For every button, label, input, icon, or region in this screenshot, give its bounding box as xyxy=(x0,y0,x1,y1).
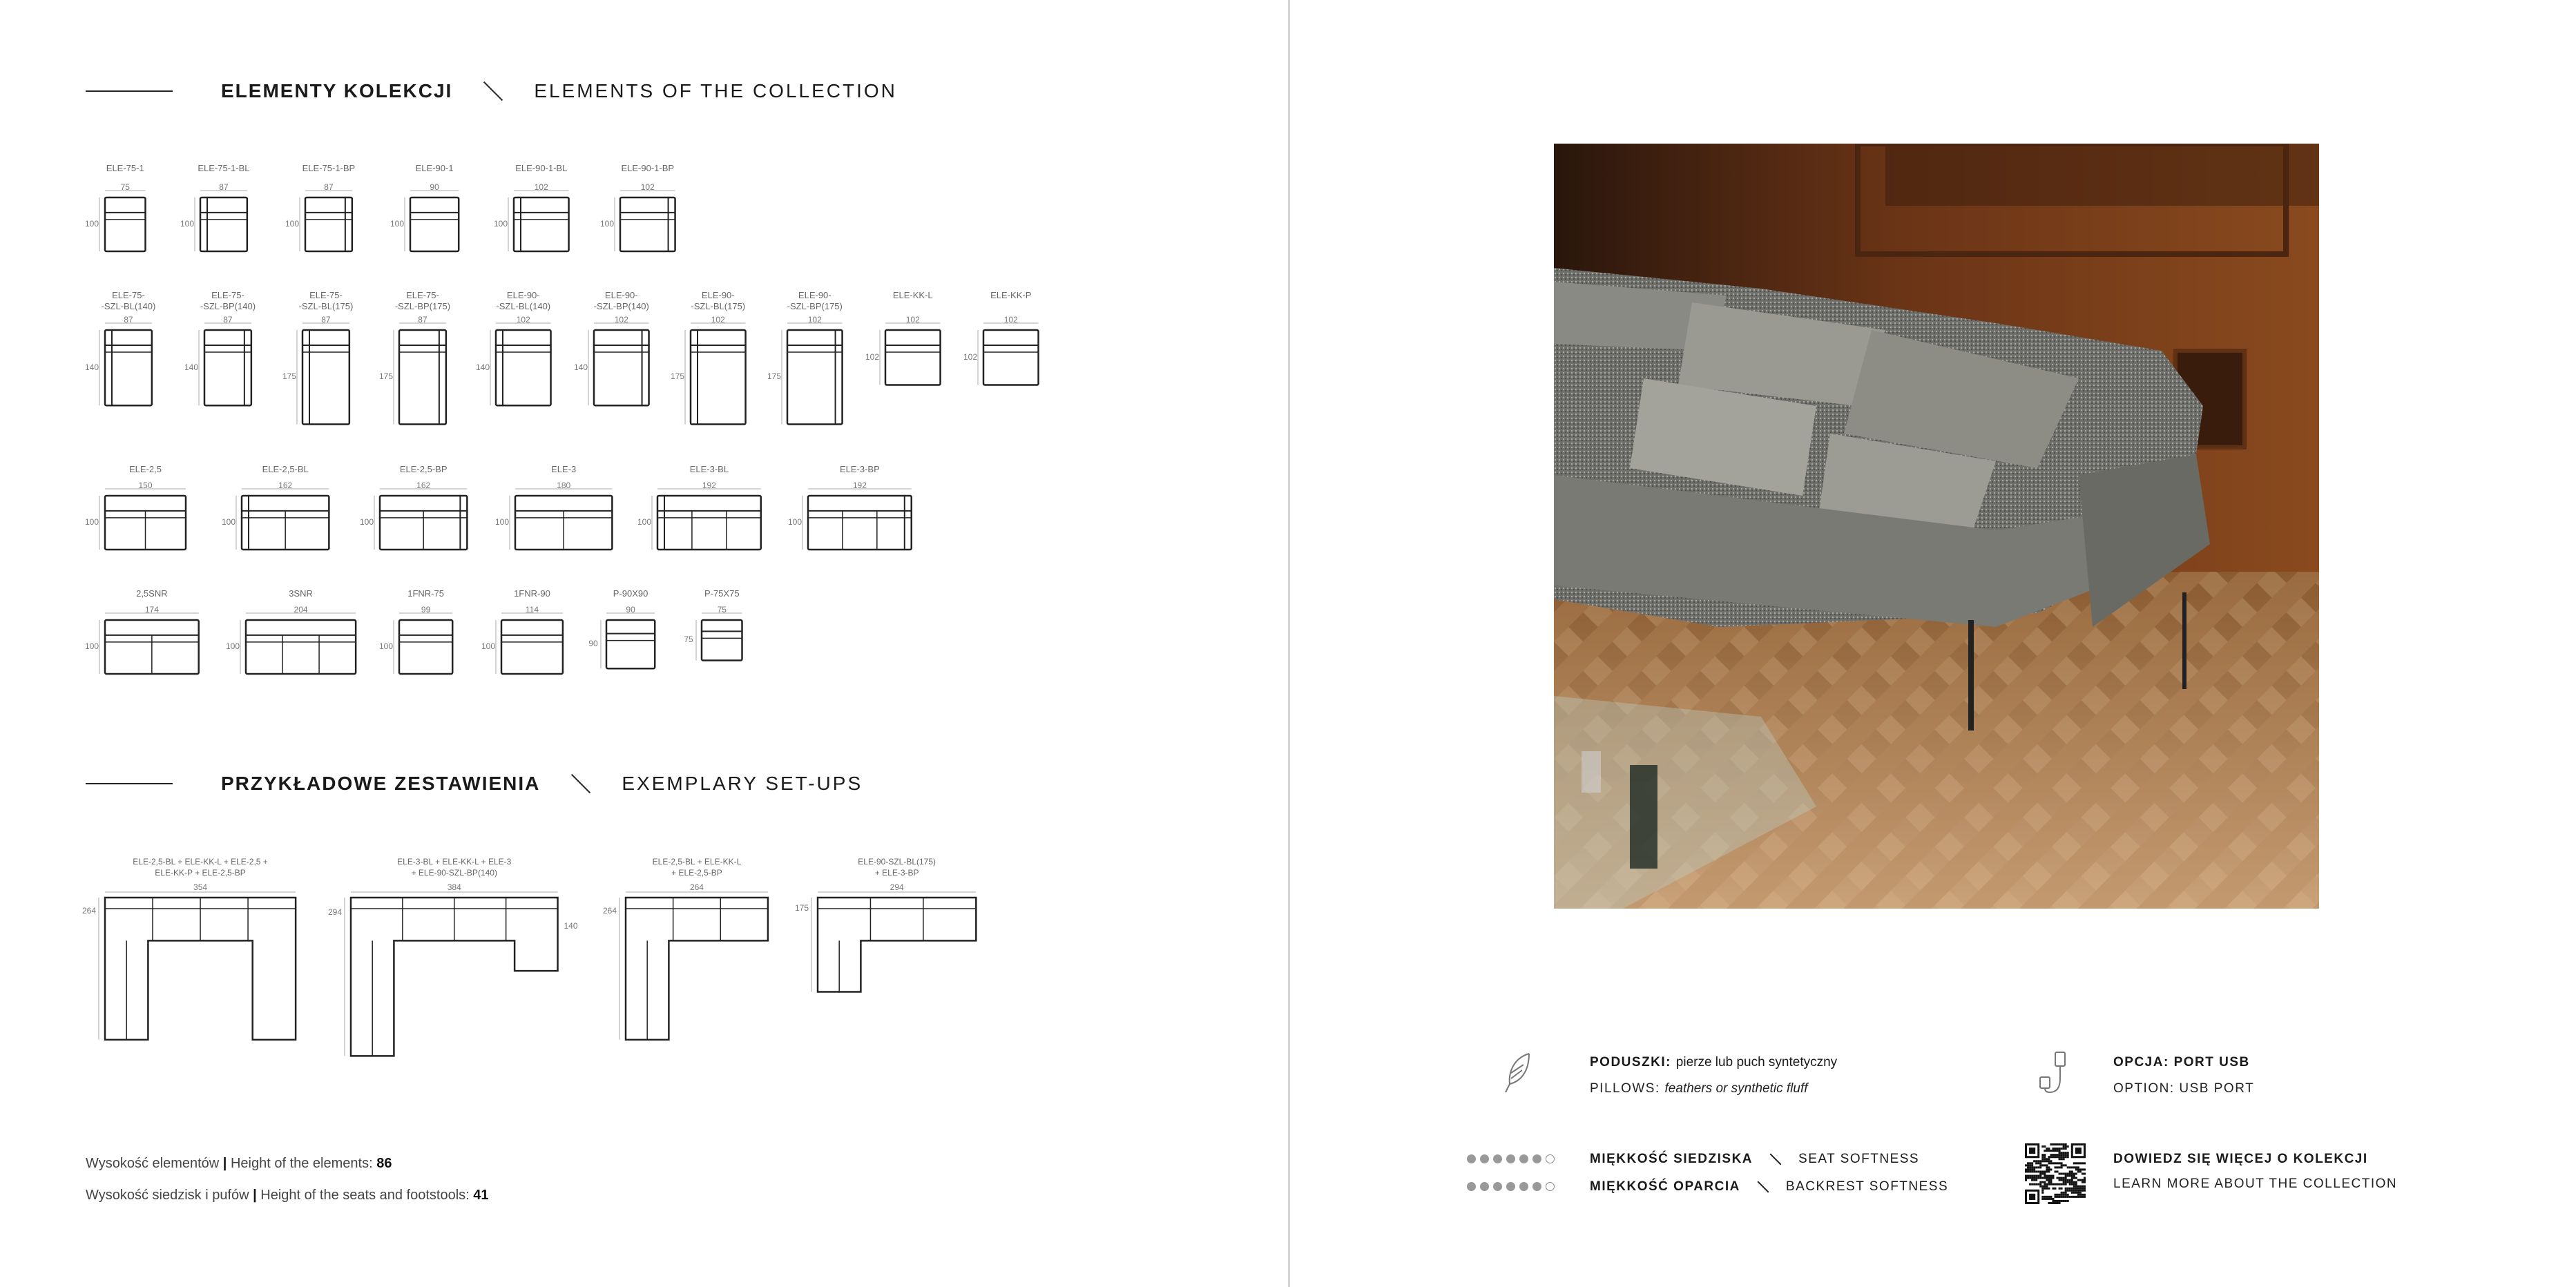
element-diagram xyxy=(392,320,453,429)
element-code: ELE-90- -SZL-BL(175) xyxy=(691,290,746,311)
element-diagram xyxy=(507,188,576,255)
element-height-dim: 175 xyxy=(670,371,685,382)
element-width-dim: 102 xyxy=(1003,315,1018,325)
element-width-dim: 102 xyxy=(640,182,655,192)
element-height-dim: 100 xyxy=(390,219,405,229)
softness-dot xyxy=(1506,1182,1515,1191)
right-page xyxy=(1290,0,2576,1287)
setup-height-dim: 294 xyxy=(327,907,343,917)
element-height-dim: 102 xyxy=(865,351,880,362)
softness-dot xyxy=(1467,1154,1476,1163)
element-height-dim: 100 xyxy=(787,517,802,527)
softness-dot xyxy=(1546,1154,1555,1163)
element-height-dim: 175 xyxy=(767,371,782,382)
element-code: P-75X75 xyxy=(704,588,740,599)
learn-more-en: LEARN MORE ABOUT THE COLLECTION xyxy=(2113,1177,2398,1191)
usb-option-en: OPTION: USB PORT xyxy=(2113,1081,2255,1096)
element-width-dim: 90 xyxy=(430,182,439,192)
usb-option-pl: OPCJA: PORT USB xyxy=(2113,1055,2250,1070)
softness-dot xyxy=(1506,1154,1515,1163)
backrest-softness-row xyxy=(1590,1179,1948,1194)
seat-softness-en: SEAT SOFTNESS xyxy=(1798,1152,1920,1166)
qr-code[interactable] xyxy=(2025,1143,2086,1204)
element-code: ELE-2,5-BP xyxy=(399,464,448,474)
seat-softness-pl: MIĘKKOŚĆ SIEDZISKA xyxy=(1590,1152,1753,1166)
header-rule xyxy=(86,90,173,92)
element-diagram xyxy=(508,486,619,554)
element-width-dim: 192 xyxy=(702,481,716,490)
element-code: ELE-3-BP xyxy=(839,464,880,474)
setup-diagram xyxy=(344,891,565,1063)
element-width-dim: 75 xyxy=(717,605,727,615)
setup-code: ELE-3-BL + ELE-KK-L + ELE-3 + ELE-90-SZL-BP(140) xyxy=(397,857,512,878)
element-height-dim: 100 xyxy=(225,641,240,651)
element-code: ELE-90-1-BL xyxy=(515,163,568,173)
setup-width-dim: 264 xyxy=(689,882,704,892)
element-height-dim: 100 xyxy=(637,517,652,527)
element-height-dim: 140 xyxy=(84,362,99,372)
softness-dot xyxy=(1467,1182,1476,1191)
element-height-dim: 175 xyxy=(282,371,297,382)
setup-extra-dim: 140 xyxy=(564,921,578,931)
element-width-dim: 90 xyxy=(626,605,635,615)
element-width-dim: 162 xyxy=(416,481,431,490)
element-diagram xyxy=(193,188,254,255)
element-height-dim: 102 xyxy=(963,351,978,362)
element-height-dim: 140 xyxy=(475,362,490,372)
softness-dot xyxy=(1480,1154,1489,1163)
pillows-feature xyxy=(1590,1055,1837,1096)
element-diagram xyxy=(599,610,662,672)
element-diagram xyxy=(373,486,474,554)
element-code: ELE-90-1 xyxy=(415,163,454,173)
element-code: ELE-75- -SZL-BL(175) xyxy=(298,290,354,311)
element-diagram xyxy=(977,320,1046,389)
qr-code-pattern xyxy=(2025,1143,2086,1204)
element-code: ELE-KK-P xyxy=(990,290,1032,300)
seat-label-pl: Wysokość siedzisk i pufów xyxy=(86,1188,249,1203)
element-width-dim: 87 xyxy=(219,182,229,192)
height-label-en: Height of the elements: xyxy=(230,1156,373,1171)
element-diagram xyxy=(651,486,768,554)
element-diagram xyxy=(494,610,570,678)
element-width-dim: 174 xyxy=(144,605,159,615)
slash xyxy=(1757,1181,1769,1193)
setup-code: ELE-2,5-BL + ELE-KK-L + ELE-2,5 + ELE-KK-P + ELE-2,5-BP xyxy=(133,857,268,878)
seat-softness-dots xyxy=(1467,1154,1555,1163)
setup-height-dim: 175 xyxy=(794,903,809,913)
setup-diagram xyxy=(811,891,983,999)
element-diagram xyxy=(695,610,749,665)
softness-dot xyxy=(1546,1182,1555,1191)
element-code: ELE-75-1 xyxy=(106,163,144,173)
setup-diagram xyxy=(619,891,775,1047)
separator: | xyxy=(222,1156,227,1171)
backrest-softness-pl: MIĘKKOŚĆ OPARCIA xyxy=(1590,1179,1740,1194)
header-slash xyxy=(571,774,590,793)
element-width-dim: 102 xyxy=(905,315,920,325)
setup-code: ELE-2,5-BL + ELE-KK-L + ELE-2,5-BP xyxy=(652,857,742,878)
element-code: ELE-75- -SZL-BP(140) xyxy=(200,290,256,311)
element-code: ELE-2,5-BL xyxy=(262,464,309,474)
element-code: ELE-75- -SZL-BL(140) xyxy=(101,290,156,311)
seat-value: 41 xyxy=(473,1188,489,1203)
element-width-dim: 162 xyxy=(278,481,293,490)
element-width-dim: 114 xyxy=(525,605,539,615)
softness-dot xyxy=(1480,1182,1489,1191)
setup-code: ELE-90-SZL-BL(175) + ELE-3-BP xyxy=(858,857,936,878)
element-height-dim: 100 xyxy=(221,517,236,527)
pillows-value-en: feathers or synthetic fluff xyxy=(1664,1081,1808,1096)
element-width-dim: 87 xyxy=(321,315,331,325)
height-label-pl: Wysokość elementów xyxy=(86,1156,220,1171)
element-height-dim: 100 xyxy=(378,641,394,651)
element-diagram xyxy=(878,320,948,389)
element-diagram xyxy=(98,486,193,554)
element-code: ELE-75- -SZL-BP(175) xyxy=(394,290,451,311)
setups-title-en: EXEMPLARY SET-UPS xyxy=(622,773,863,794)
element-width-dim: 75 xyxy=(120,182,130,192)
element-diagram xyxy=(98,610,206,678)
element-diagram xyxy=(235,486,336,554)
element-width-dim: 99 xyxy=(421,605,431,615)
backrest-softness-en: BACKREST SOFTNESS xyxy=(1785,1179,1949,1194)
setup-height-dim: 264 xyxy=(602,906,617,916)
elements-title-pl: ELEMENTY KOLEKCJI xyxy=(221,80,453,101)
setups-section-header xyxy=(86,763,863,804)
feather-icon xyxy=(1501,1051,1536,1099)
softness-dot xyxy=(1519,1182,1528,1191)
element-width-dim: 87 xyxy=(418,315,427,325)
element-code: 3SNR xyxy=(289,588,313,599)
element-height-dim: 140 xyxy=(184,362,199,372)
softness-dot xyxy=(1493,1154,1502,1163)
element-height-dim: 100 xyxy=(285,219,300,229)
element-width-dim: 102 xyxy=(807,315,822,325)
element-height-dim: 100 xyxy=(84,517,99,527)
element-height-dim: 100 xyxy=(84,641,99,651)
element-height-dim: 175 xyxy=(378,371,394,382)
element-diagram xyxy=(392,610,459,678)
element-width-dim: 204 xyxy=(294,605,308,615)
element-code: ELE-3 xyxy=(551,464,577,474)
element-diagram xyxy=(198,320,258,409)
element-code: P-90X90 xyxy=(613,588,648,599)
element-code: ELE-90- -SZL-BL(140) xyxy=(496,290,551,311)
header-rule xyxy=(86,783,173,784)
element-width-dim: 102 xyxy=(711,315,725,325)
element-diagram xyxy=(684,320,753,429)
element-diagram xyxy=(98,188,153,255)
element-code: 1FNR-90 xyxy=(514,588,550,599)
element-width-dim: 192 xyxy=(852,481,867,490)
element-code: ELE-3-BL xyxy=(689,464,729,474)
setup-diagram xyxy=(98,891,302,1047)
element-diagram xyxy=(98,320,159,409)
pillows-value-pl: pierze lub puch syntetyczny xyxy=(1675,1055,1838,1070)
element-height-dim: 100 xyxy=(84,219,99,229)
element-height-dim: 90 xyxy=(588,639,598,649)
element-width-dim: 150 xyxy=(138,481,153,490)
element-height-dim: 100 xyxy=(359,517,374,527)
element-diagram xyxy=(489,320,558,409)
learn-more[interactable] xyxy=(2113,1152,2397,1192)
pillows-label-en: PILLOWS: xyxy=(1590,1081,1660,1096)
backrest-softness-dots xyxy=(1467,1182,1555,1191)
seat-label-en: Height of the seats and footstools: xyxy=(260,1188,470,1203)
setup-height-dim: 264 xyxy=(81,906,97,916)
header-slash xyxy=(483,81,503,101)
separator: | xyxy=(253,1188,257,1203)
element-code: ELE-90-1-BP xyxy=(621,163,675,173)
element-height-dim: 140 xyxy=(573,362,588,372)
usb-feature xyxy=(2113,1055,2254,1096)
setup-width-dim: 294 xyxy=(890,882,904,892)
element-width-dim: 180 xyxy=(557,481,571,490)
softness-dot xyxy=(1493,1182,1502,1191)
softness-dot xyxy=(1532,1154,1541,1163)
element-code: 1FNR-75 xyxy=(407,588,444,599)
element-code: ELE-KK-L xyxy=(892,290,933,300)
element-diagram xyxy=(239,610,363,678)
setup-width-dim: 354 xyxy=(193,882,208,892)
usb-cable-icon xyxy=(2035,1048,2076,1101)
element-width-dim: 102 xyxy=(614,315,628,325)
element-width-dim: 102 xyxy=(516,315,530,325)
softness-dot xyxy=(1519,1154,1528,1163)
element-diagram xyxy=(801,486,919,554)
setup-width-dim: 384 xyxy=(447,882,461,892)
element-height-dim: 75 xyxy=(684,635,693,645)
element-diagram xyxy=(298,188,359,255)
element-code: 2,5SNR xyxy=(136,588,168,599)
element-code: ELE-90- -SZL-BP(140) xyxy=(593,290,649,311)
learn-more-pl: DOWIEDZ SIĘ WIĘCEJ O KOLEKCJI xyxy=(2113,1152,2368,1166)
element-height-note xyxy=(86,1156,392,1172)
element-height-dim: 100 xyxy=(599,219,615,229)
element-code: ELE-75-1-BL xyxy=(198,163,250,173)
seat-softness-row xyxy=(1590,1152,1919,1167)
softness-dot xyxy=(1532,1182,1541,1191)
element-diagram xyxy=(780,320,849,429)
slash xyxy=(1770,1154,1782,1165)
element-height-dim: 100 xyxy=(180,219,195,229)
element-code: ELE-75-1-BP xyxy=(302,163,356,173)
pillows-label-pl: PODUSZKI: xyxy=(1590,1055,1671,1070)
element-code: ELE-90- -SZL-BP(175) xyxy=(787,290,843,311)
height-value: 86 xyxy=(376,1156,392,1171)
element-diagram xyxy=(613,188,682,255)
elements-title-en: ELEMENTS OF THE COLLECTION xyxy=(534,80,897,101)
element-width-dim: 87 xyxy=(124,315,133,325)
element-diagram xyxy=(296,320,356,429)
element-code: ELE-2,5 xyxy=(129,464,162,474)
element-diagram xyxy=(403,188,465,255)
setups-title-pl: PRZYKŁADOWE ZESTAWIENIA xyxy=(221,773,541,794)
seat-height-note xyxy=(86,1188,489,1203)
sofa-photo xyxy=(1554,144,2319,909)
element-height-dim: 100 xyxy=(481,641,496,651)
elements-section-header xyxy=(86,70,897,112)
element-height-dim: 100 xyxy=(493,219,508,229)
element-width-dim: 87 xyxy=(223,315,233,325)
element-width-dim: 87 xyxy=(324,182,334,192)
element-diagram xyxy=(587,320,656,409)
element-height-dim: 100 xyxy=(494,517,510,527)
element-width-dim: 102 xyxy=(534,182,548,192)
